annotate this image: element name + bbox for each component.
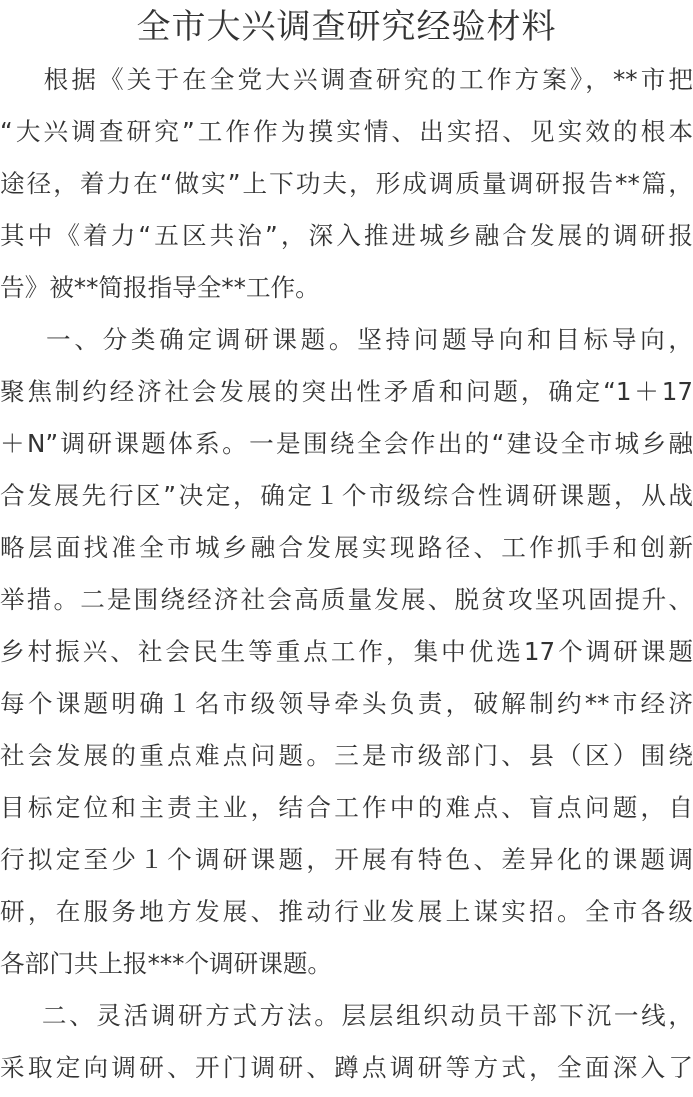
text-line-4: 其中《着力“五区共治”，深入推进城乡融合发展的调研报 [0, 221, 693, 250]
text-line-16: 行拟定至少１个调研课题，开展有特色、差异化的课题调 [0, 845, 693, 874]
text-line-1: 根据《关于在全党大兴调查研究的工作方案》，**市把 [0, 65, 693, 94]
text-line-9: 合发展先行区”决定，确定１个市级综合性调研课题，从战 [0, 481, 693, 510]
text-line-15: 目标定位和主责主业，结合工作中的难点、盲点问题，自 [0, 793, 693, 822]
text-line-3: 途径，着力在“做实”上下功夫，形成调质量调研报告**篇， [0, 169, 693, 198]
text-line-18: 各部门共上报***个调研课题。 [0, 949, 333, 978]
text-line-17: 研，在服务地方发展、推动行业发展上谋实招。全市各级 [0, 897, 693, 926]
text-line-6: 一、分类确定调研课题。坚持问题导向和目标导向， [0, 325, 693, 354]
text-line-7: 聚焦制约经济社会发展的突出性矛盾和问题，确定“1＋17 [0, 377, 693, 406]
text-line-11: 举措。二是围绕经济社会高质量发展、脱贫攻坚巩固提升、 [0, 585, 693, 614]
text-line-12: 乡村振兴、社会民生等重点工作，集中优选17个调研课题 [0, 637, 693, 666]
document-title: 全市大兴调查研究经验材料 [136, 7, 557, 47]
text-line-8: ＋N”调研课题体系。一是围绕全会作出的“建设全市城乡融 [0, 429, 693, 458]
text-line-10: 略层面找准全市城乡融合发展实现路径、工作抓手和创新 [0, 533, 693, 562]
text-line-5: 告》被**简报指导全**工作。 [0, 273, 320, 302]
text-line-19: 二、灵活调研方式方法。层层组织动员干部下沉一线， [0, 1001, 693, 1030]
text-line-14: 社会发展的重点难点问题。三是市级部门、县（区）围绕 [0, 741, 693, 770]
text-line-20: 采取定向调研、开门调研、蹲点调研等方式，全面深入了 [0, 1053, 693, 1082]
text-line-13: 每个课题明确１名市级领导牵头负责，破解制约**市经济 [0, 689, 693, 718]
text-line-2: “大兴调查研究”工作作为摸实情、出实招、见实效的根本 [0, 117, 693, 146]
